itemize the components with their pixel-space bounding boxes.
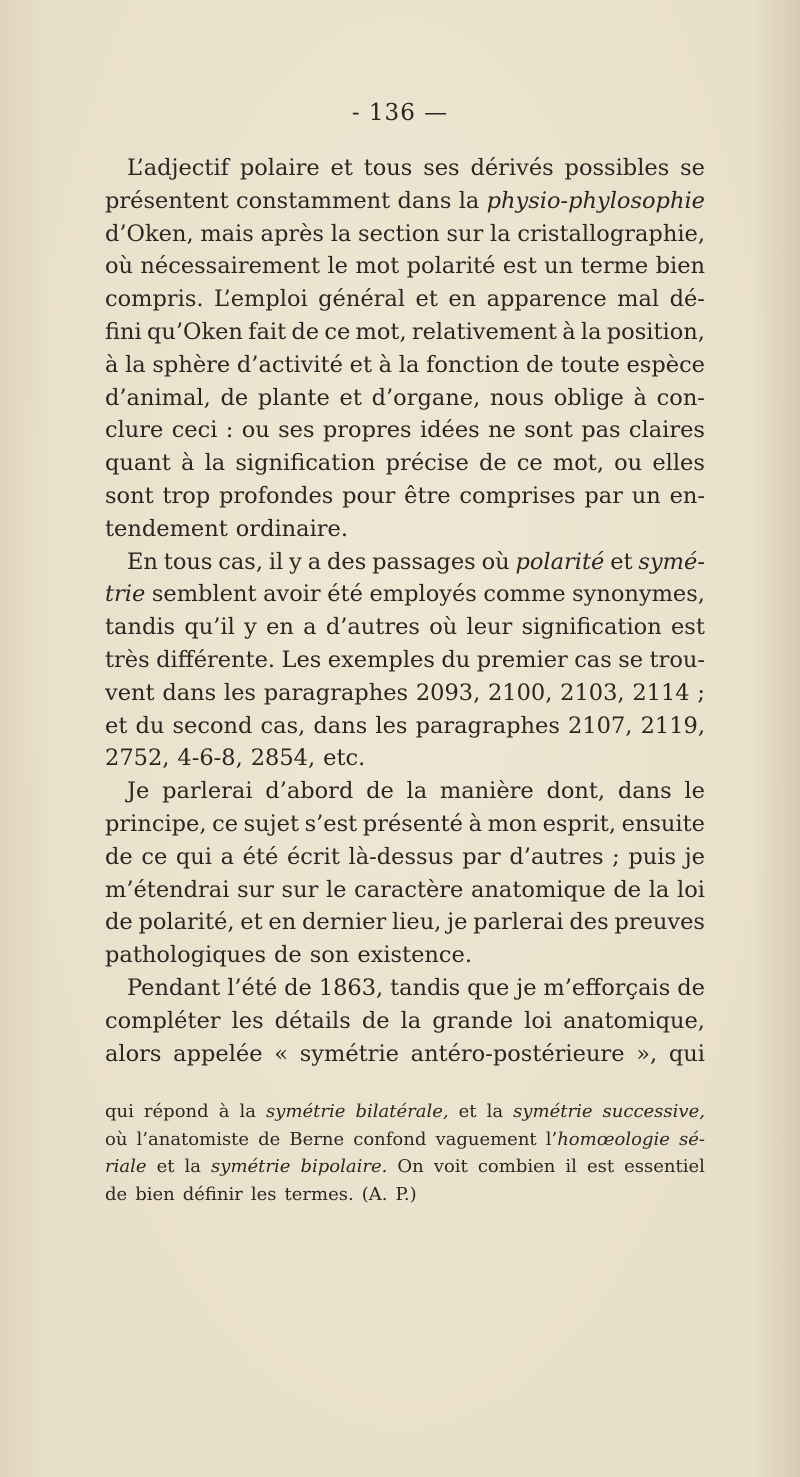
text-line: Pendant l’été de 1863, tandis que je m’efforçais de (127, 974, 705, 1001)
paragraph (105, 546, 705, 776)
footnote (105, 1098, 705, 1208)
text-line: où l’anatomiste de Berne confond vaguement l’homœologie sé- (105, 1128, 705, 1150)
text-line: d’animal, de plante et d’organe, nous oblige à con- (105, 384, 705, 411)
text-line: alors appelée « symétrie antéro-postérieure », qui (105, 1040, 705, 1067)
text-line: très différente. Les exemples du premier cas se trou- (105, 646, 705, 673)
text-line: de polarité, et en dernier lieu, je parlerai des preuves (105, 909, 705, 936)
text-line: d’Oken, mais après la section sur la cristallographie, (105, 220, 705, 247)
page-number: - 136 — (351, 100, 449, 126)
paragraph (105, 972, 705, 1070)
text-line: principe, ce sujet s’est présenté à mon esprit, ensuite (105, 810, 705, 837)
text-line: En tous cas, il y a des passages où polarité et symé- (127, 548, 705, 575)
paragraph (105, 152, 705, 546)
text-line: tendement ordinaire. (105, 515, 348, 542)
text-line: à la sphère d’activité et à la fonction de toute espèce (105, 351, 705, 378)
text-line: qui répond à la symétrie bilatérale, et la symétrie successive, (105, 1101, 705, 1122)
text-line: sont trop profondes pour être comprises par un en- (105, 482, 705, 509)
text-line: compris. L’emploi général et en apparence mal dé- (105, 286, 705, 313)
text-line: pathologiques de son existence. (105, 942, 472, 969)
text-line: clure ceci : ou ses propres idées ne sont pas claires (105, 417, 705, 444)
text-line: tandis qu’il y en a d’autres où leur signification est (105, 614, 705, 641)
text-line: présentent constamment dans la physio-phylosophie (105, 187, 705, 214)
text-line: Je parlerai d’abord de la manière dont, dans le (127, 778, 705, 805)
main-text (105, 152, 705, 1070)
text-line: 2752, 4-6-8, 2854, etc. (105, 745, 366, 772)
text-line: m’étendrai sur sur le caractère anatomique de la loi (105, 876, 705, 903)
paragraph (105, 775, 705, 972)
text-line: fini qu’Oken fait de ce mot, relativement à la position, (105, 318, 705, 345)
text-line: de bien définir les termes. (A. P.) (105, 1183, 417, 1205)
text-line: où nécessairement le mot polarité est un terme bien (105, 253, 705, 280)
text-line: riale et la symétrie bipolaire. On voit combien il est essentiel (105, 1156, 705, 1177)
text-line: L’adjectif polaire et tous ses dérivés possibles se (127, 155, 705, 181)
text-line: et du second cas, dans les paragraphes 2107, 2119, (105, 712, 705, 739)
text-line: compléter les détails de la grande loi anatomique, (105, 1007, 705, 1034)
text-line: de ce qui a été écrit là-dessus par d’autres ; puis je (105, 843, 705, 870)
text-line: vent dans les paragraphes 2093, 2100, 2103, 2114 ; (105, 679, 705, 706)
text-line: trie semblent avoir été employés comme synonymes, (105, 581, 705, 608)
text-line: quant à la signification précise de ce mot, ou elles (105, 450, 705, 477)
